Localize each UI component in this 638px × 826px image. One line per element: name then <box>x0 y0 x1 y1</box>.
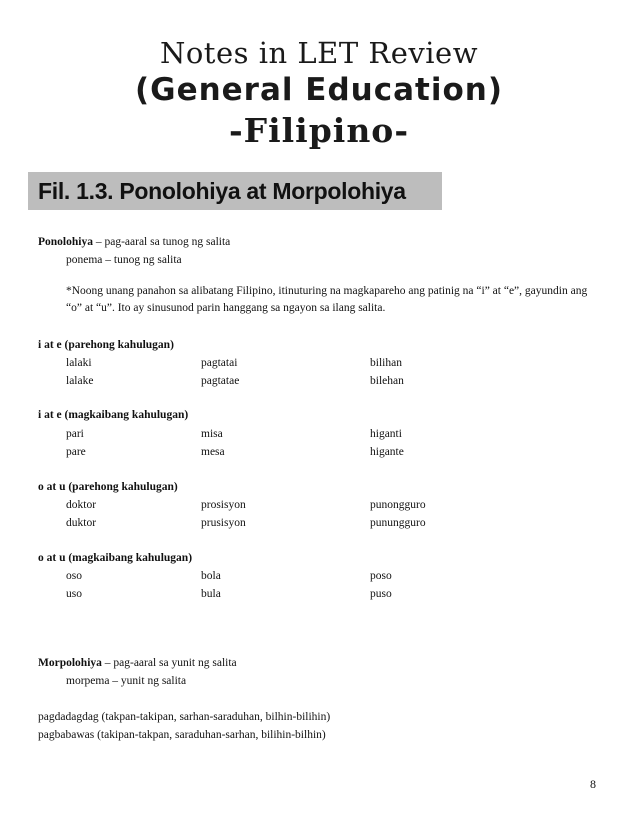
title-notes-in-let-review: Notes in LET Review <box>159 36 479 70</box>
word-cell: punungguro <box>370 517 426 529</box>
word-cell: poso <box>370 570 392 582</box>
alibata-note: *Noong unang panahon sa alibatang Filipino, itinuturing na magkapareho ang patinig na “i” at “e”, gayundin ang “o” at “u”. Ito ay sinusunod parin hanggang sa ngayon sa ilang salita. <box>66 285 588 314</box>
group-header: i at e (parehong kahulugan) <box>38 339 174 351</box>
word-cell: bola <box>201 570 221 582</box>
word-cell: pagtatai <box>201 357 238 369</box>
word-cell: oso <box>66 570 82 582</box>
section-banner: Fil. 1.3. Ponolohiya at Morpolohiya <box>28 172 442 210</box>
pagbabawas-line: pagbabawas (takipan-takpan, saraduhan-sarhan, bilihin-bilhin) <box>38 729 326 741</box>
word-cell: uso <box>66 588 82 600</box>
group-header: o at u (magkaibang kahulugan) <box>38 552 193 564</box>
morpolohiya-term: Morpolohiya <box>38 657 102 669</box>
title-filipino: -Filipino- <box>228 111 410 150</box>
word-cell: bilehan <box>370 375 404 387</box>
word-cell: prusisyon <box>201 517 246 529</box>
word-cell: pagtatae <box>201 375 240 387</box>
word-cell: puso <box>370 588 392 600</box>
ponolohiya-term: Ponolohiya <box>38 236 93 248</box>
word-cell: lalaki <box>66 357 92 369</box>
word-cell: higanti <box>370 428 402 440</box>
ponolohiya-def: – pag-aaral sa tunog ng salita <box>95 236 231 248</box>
title-general-education: (General Education) <box>134 72 504 108</box>
word-cell: mesa <box>201 446 225 458</box>
word-cell: misa <box>201 428 223 440</box>
word-cell: prosisyon <box>201 499 246 511</box>
group-header: i at e (magkaibang kahulugan) <box>38 409 189 421</box>
title-block <box>0 36 638 152</box>
group-header: o at u (parehong kahulugan) <box>38 481 178 493</box>
word-cell: lalake <box>66 375 94 387</box>
word-cell: doktor <box>66 499 97 511</box>
word-cell: bilihan <box>370 357 402 369</box>
word-cell: higante <box>370 446 404 458</box>
ponema-definition: ponema – tunog ng salita <box>66 254 182 266</box>
pagdadagdag-line: pagdadagdag (takpan-takipan, sarhan-saraduhan, bilhin-bilihin) <box>38 711 331 723</box>
ponolohiya-definition <box>38 235 230 250</box>
word-cell: pare <box>66 446 86 458</box>
morpolohiya-definition <box>38 656 237 671</box>
morpolohiya-def: – pag-aaral sa yunit ng salita <box>104 657 237 669</box>
page-number: 8 <box>590 777 596 791</box>
morpema-definition: morpema – yunit ng salita <box>66 675 187 687</box>
word-cell: pari <box>66 428 84 440</box>
word-cell: bula <box>201 588 221 600</box>
word-cell: duktor <box>66 517 97 529</box>
word-cell: punongguro <box>370 499 426 511</box>
